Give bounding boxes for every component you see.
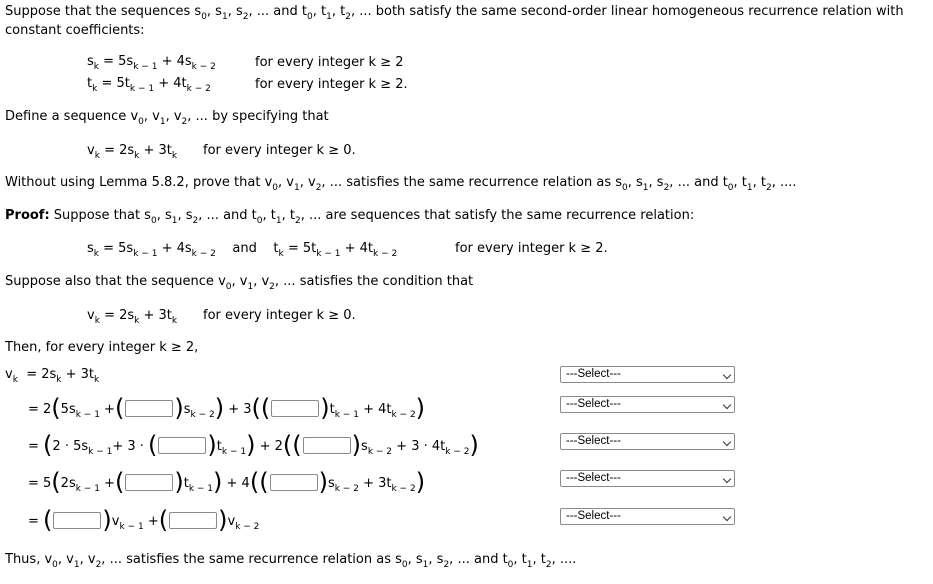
select-step-1[interactable]: ---Select---: [560, 366, 735, 383]
then-line: Then, for every integer k ≥ 2,: [5, 340, 199, 355]
t-recurrence: $t_k = 5t_{k - 1} + 4t_{k - 2}$: [87, 76, 211, 94]
blank-5a[interactable]: [53, 512, 101, 529]
select-step-4[interactable]: ---Select---: [560, 470, 735, 487]
blank-4b[interactable]: [270, 474, 318, 491]
derivation-line-1: $v_k = 2s_k + 3t_k$: [5, 367, 100, 385]
t-recurrence-condition: for every integer k ≥ 2.: [255, 77, 408, 92]
chevron-down-icon: [723, 371, 731, 379]
s-recurrence: $s_k = 5s_{k - 1} + 4s_{k - 2}$: [87, 54, 216, 72]
chevron-down-icon: [723, 475, 731, 483]
select-step-2[interactable]: ---Select---: [560, 396, 735, 413]
task-statement: Without using Lemma 5.8.2, prove that $v_0$, $v_1$, $v_2$, ... satisfies the same recurrence relation as $s_0$, $s_1$, $s_2$, ... and $t_0$, $t_1$, $t_2$, ....: [5, 175, 797, 193]
define-line: Define a sequence $v_0$, $v_1$, $v_2$, ... by specifying that: [5, 109, 329, 127]
blank-4a[interactable]: [125, 474, 173, 491]
blank-3b[interactable]: [303, 437, 351, 454]
derivation-line-5: = ( )$v_{k - 1}$ +( )$v_{k - 2}$: [28, 506, 260, 534]
proof-v-definition: $v_k = 2s_k + 3t_k$: [87, 308, 178, 326]
v-definition-condition: for every integer k ≥ 0.: [203, 143, 356, 158]
suppose-also-line: Suppose also that the sequence $v_0$, $v_1$, $v_2$, ... satisfies the condition that: [5, 274, 474, 292]
v-definition: $v_k = 2s_k + 3t_k$: [87, 143, 178, 161]
intro-line-2: constant coefficients:: [5, 23, 145, 38]
proof-line: Proof: Suppose that $s_0$, $s_1$, $s_2$, ... and $t_0$, $t_1$, $t_2$, ... are sequences that satisfy the same recurrence relation:: [5, 208, 695, 226]
proof-recurrences: $s_k = 5s_{k - 1} + 4s_{k - 2}$ and $t_k = 5t_{k - 1} + 4t_{k - 2}$: [87, 241, 398, 259]
derivation-line-2: = $2(5s_{k - 1}$ +( )$s_{k - 2}) + 3$(( )$t_{k - 1} + 4t_{k - 2}$): [28, 394, 426, 422]
proof-recurrence-condition: for every integer k ≥ 2.: [455, 241, 608, 256]
blank-5b[interactable]: [169, 512, 217, 529]
blank-2b[interactable]: [271, 400, 319, 417]
intro-line-1: Suppose that the sequences $s_0$, $s_1$, $s_2$, ... and $t_0$, $t_1$, $t_2$, ... both satisfy the same second-order linear homogeneous recurrence relation with: [5, 4, 904, 22]
s-recurrence-condition: for every integer k ≥ 2: [255, 55, 404, 70]
select-step-3[interactable]: ---Select---: [560, 433, 735, 450]
proof-v-condition: for every integer k ≥ 0.: [203, 308, 356, 323]
select-step-5[interactable]: ---Select---: [560, 508, 735, 525]
chevron-down-icon: [723, 438, 731, 446]
chevron-down-icon: [723, 401, 731, 409]
derivation-line-3: = ($2 \cdot 5s_{k - 1}+ 3$ · ( )$t_{k - 1}) + 2$(( )$s_{k - 2} + 3 \cdot 4t_{k - 2}$): [28, 431, 479, 459]
derivation-line-4: = $5(2s_{k - 1}$ +( )$t_{k - 1}) + 4$(( )$s_{k - 2} + 3t_{k - 2}$): [28, 468, 426, 496]
blank-3a[interactable]: [158, 437, 206, 454]
chevron-down-icon: [723, 513, 731, 521]
blank-2a[interactable]: [125, 400, 173, 417]
conclusion-line: Thus, $v_0$, $v_1$, $v_2$, ... satisfies the same recurrence relation as $s_0$, $s_1$, $s_2$, ... and $t_0$, $t_1$, $t_2$, ....: [5, 552, 577, 570]
